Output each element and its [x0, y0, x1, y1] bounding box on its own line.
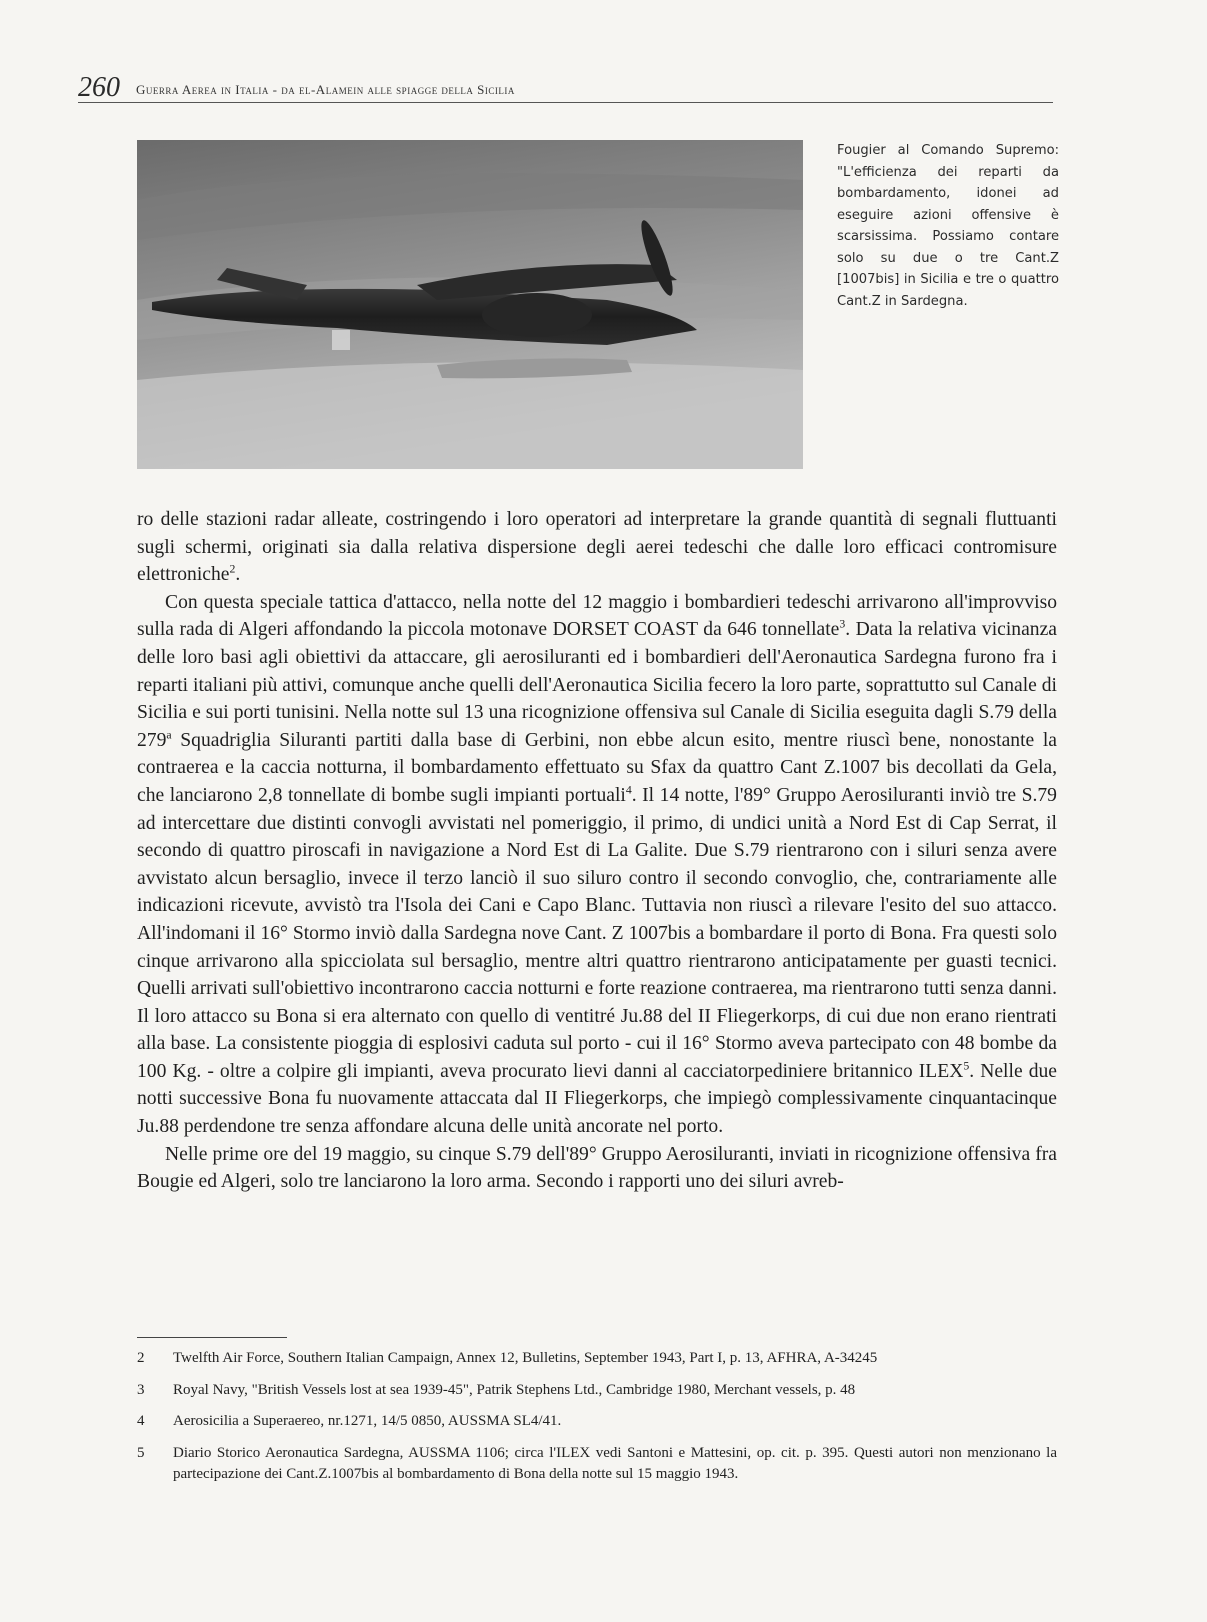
footnote-separator — [137, 1337, 287, 1338]
aircraft-photo — [137, 140, 803, 469]
body-text — [137, 506, 1057, 1196]
aircraft-photo-image — [137, 140, 803, 469]
paragraph-1-text: ro delle stazioni radar alleate, costringendo i loro operatori ad interpretare la grande quantità di segnali fluttuanti sugli schermi, originati sia dalla relativa dispersione degli aerei tedeschi che dalle loro efficaci contromisure elettroniche — [137, 509, 1057, 586]
page-header — [78, 68, 1053, 103]
footnote-ref-5: 5 — [963, 1059, 970, 1073]
ordinal-marker: a — [166, 728, 172, 742]
paragraph-2-part-d: . Il 14 notte, l'89° Gruppo Aerosiluranti inviò tre S.79 ad intercettare due distinti convogli avvistati nel pomeriggio, il primo, di undici unità a Nord Est di Cap Serrat, il secondo di quattro piroscafi in navigazione a Nord Est di La Galite. Due S.79 rientrarono con i siluri senza avere avvistato alcun bersaglio, invece il terzo lanciò il suo siluro contro il secondo convoglio, che, contrariamente alle indicazioni ricevute, avvistò tra l'Isola dei Cani e Capo Blanc. Tuttavia non riuscì a rilevare l'esito del suo attacco. All'indomani il 16° Stormo inviò dalla Sardegna nove Cant. Z 1007bis a bombardare il porto di Bona. Fra questi solo cinque arrivarono alla spicciolata sul bersaglio, mentre altri quattro rientrarono anticipatamente per guasti tecnici. Quelli arrivati sull'obiettivo incontrarono caccia notturni e forte reazione contraerea, ma rientrarono tutti senza danni. Il loro attacco su Bona si era alternato con quello di ventitré Ju.88 del II Fliegerkorps, di cui due non erano rientrati alla base. La consistente pioggia di esplosivi caduta sul porto - cui il 16° Stormo aveva partecipato con 48 bombe da 100 Kg. - oltre a colpire gli impianti, aveva procurato lievi danni al cacciatorpediniere britannico ILEX — [137, 784, 1057, 1082]
running-head: Guerra Aerea in Italia - da el-Alamein alle spiagge della Sicilia — [136, 82, 515, 97]
paragraph-2 — [137, 589, 1057, 1141]
footnote-ref-2: 2 — [229, 562, 236, 576]
paragraph-2-part-b: . Data la relativa vicinanza delle loro basi agli obiettivi da attaccare, gli aerosiluranti ed i bombardieri dell'Aeronautica Sardegna furono fra i reparti italiani più attivi, comunque anche quelli dell'Aeronautica Sicilia fecero la loro parte, soprattutto sul Canale di Sicilia e sui porti tunisini. Nella notte sul 13 una ricognizione offensiva sul Canale di Sicilia eseguita dagli S.79 della 279 — [137, 619, 1057, 751]
paragraph-2-part-e: . Nelle due notti successive Bona fu nuovamente attaccata dal II Fliegerkorps, che impiegò complessivamente cinquantacinque Ju.88 perdendone tre senza affondare alcuna delle unità ancorate nel porto. — [137, 1060, 1057, 1138]
footnote-item — [137, 1380, 1057, 1402]
paragraph-1 — [137, 506, 1057, 589]
footnote-number: 3 — [137, 1381, 145, 1398]
footnote-number: 5 — [137, 1444, 145, 1461]
footnote-text: Aerosicilia a Superaereo, nr.1271, 14/5 0850, AUSSMA SL4/41. — [173, 1413, 562, 1429]
footnote-ref-4: 4 — [625, 783, 632, 797]
footnote-item — [137, 1348, 1057, 1370]
paragraph-3: Nelle prime ore del 19 maggio, su cinque S.79 dell'89° Gruppo Aerosiluranti, inviati in ricognizione offensiva fra Bougie ed Algeri, solo tre lanciarono la loro arma. Secondo i rapporti uno dei siluri avreb- — [137, 1143, 1057, 1193]
footnote-text: Twelfth Air Force, Southern Italian Campaign, Annex 12, Bulletins, September 1943, Part I, p. 13, AFHRA, A-34245 — [173, 1350, 878, 1366]
paragraph-2-part-a: Con questa speciale tattica d'attacco, nella notte del 12 maggio i bombardieri tedeschi arrivarono all'improvviso sulla rada di Algeri affondando la piccola motonave DORSET COAST da 646 tonnellate — [137, 591, 1057, 641]
footnote-text: Diario Storico Aeronautica Sardegna, AUSSMA 1106; circa l'ILEX vedi Santoni e Mattesini, op. cit. p. 395. Questi autori non menzionano la partecipazione dei Cant.Z.1007bis al bombardamento di Bona della notte sul 15 maggio 1943. — [173, 1444, 1057, 1482]
footnote-number: 4 — [137, 1413, 145, 1429]
footnote-number: 2 — [137, 1350, 145, 1366]
paragraph-1-tail: . — [235, 564, 241, 586]
footnote-item — [137, 1443, 1057, 1486]
page-number: 260 — [78, 72, 120, 103]
photo-caption: Fougier al Comando Supremo: "L'efficienza dei reparti da bombardamento, idonei ad eseguire azioni offensive è scarsissima. Possiamo contare solo su due o tre Cant.Z [1007bis] in Sicilia e tre o quattro Cant.Z in Sardegna. — [837, 143, 1059, 309]
footnotes — [137, 1348, 1057, 1496]
footnote-item — [137, 1411, 1057, 1433]
footnote-ref-3: 3 — [839, 617, 846, 631]
footnote-text: Royal Navy, "British Vessels lost at sea 1939-45", Patrik Stephens Ltd., Cambridge 1980, Merchant vessels, p. 48 — [173, 1381, 856, 1398]
paragraph-2-part-c: Squadriglia Siluranti partiti dalla base di Gerbini, non ebbe alcun esito, mentre riuscì bene, nonostante la contraerea e la caccia notturna, il bombardamento effettuato su Sfax da quattro Cant Z.1007 bis decollati da Gela, che lanciarono 2,8 tonnellate di bombe sugli impianti portuali — [137, 729, 1057, 806]
